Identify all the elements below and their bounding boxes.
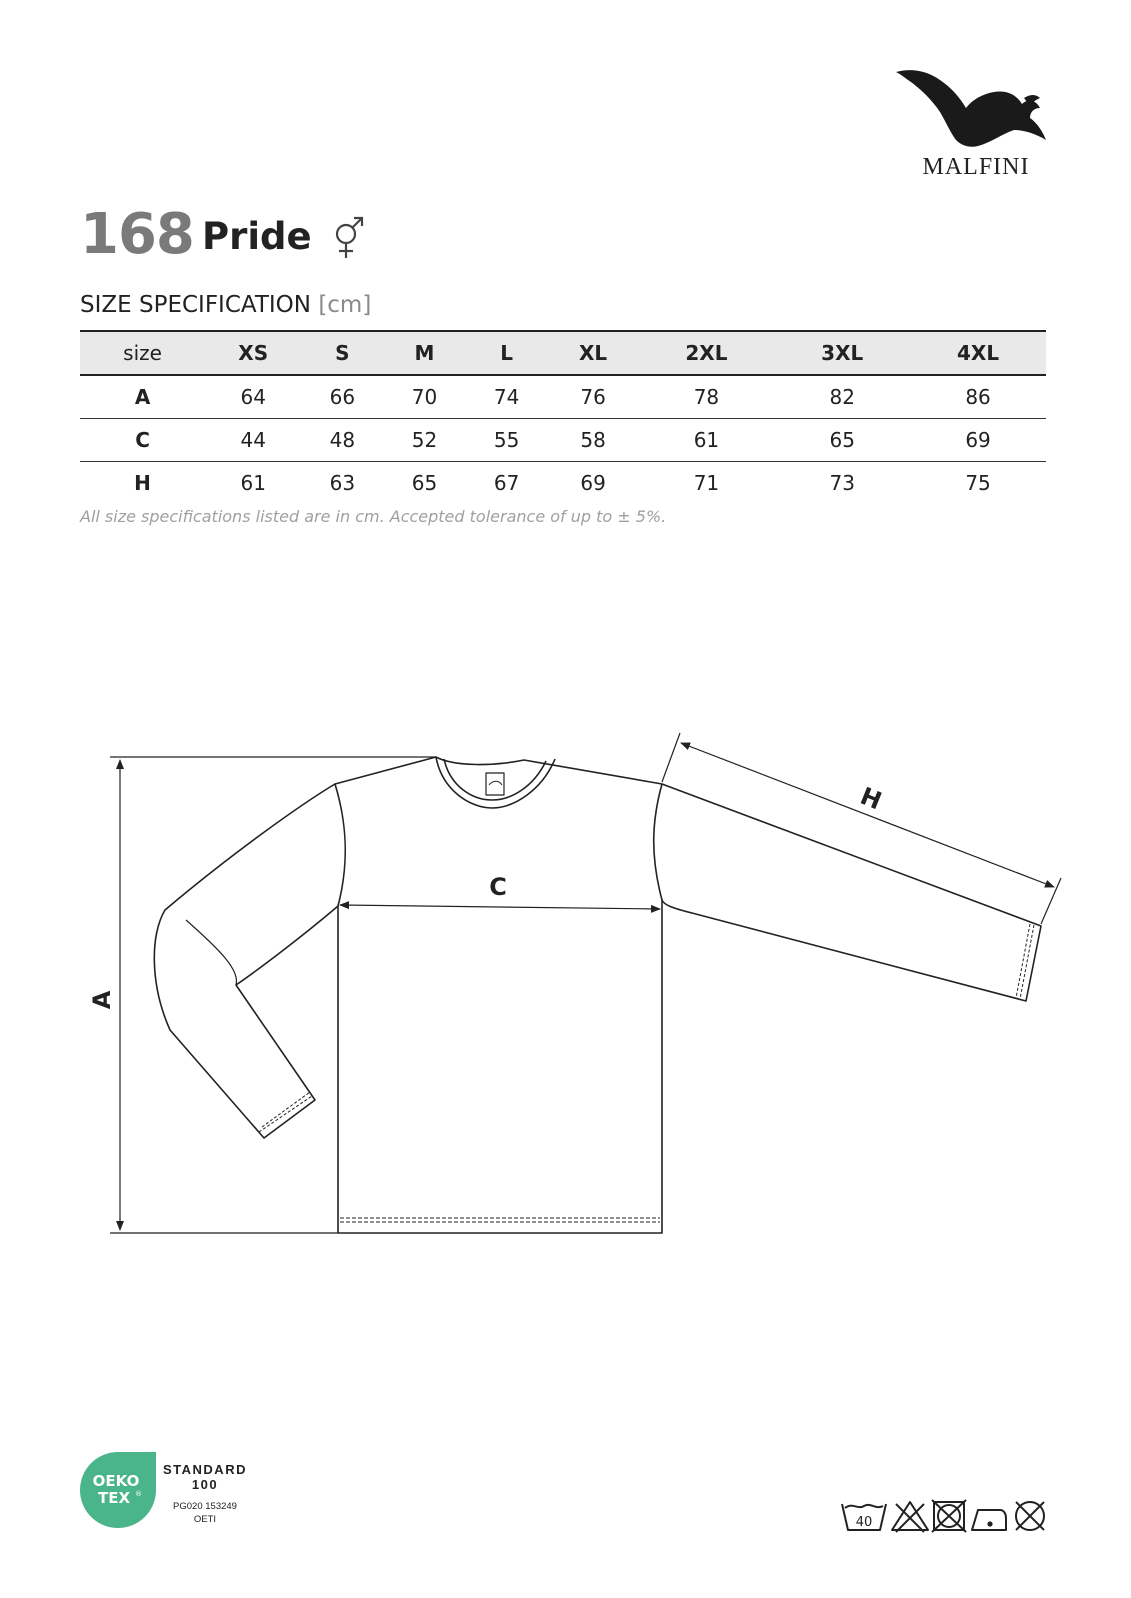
column-header: 3XL xyxy=(821,341,864,365)
size-spec-heading-text: SIZE SPECIFICATION xyxy=(80,292,311,318)
unisex-icon xyxy=(330,214,370,262)
table-header-row xyxy=(80,331,1046,375)
no-dry-clean-icon xyxy=(1016,1502,1044,1530)
measurement-label-h: H xyxy=(856,781,886,816)
measurement-label-a: A xyxy=(88,990,116,1010)
column-header: 2XL xyxy=(685,341,728,365)
oeko-standard-line1: STANDARD xyxy=(163,1462,247,1477)
brand-name: MALFINI xyxy=(922,154,1030,180)
no-bleach-icon xyxy=(892,1502,928,1532)
size-table xyxy=(80,330,1046,504)
iron-low-icon xyxy=(972,1510,1006,1530)
row-label: A xyxy=(134,385,151,409)
table-cell: 66 xyxy=(329,385,356,409)
size-spec-unit: [cm] xyxy=(318,292,372,318)
table-cell: 65 xyxy=(829,428,855,452)
oeko-standard-label xyxy=(162,1462,248,1492)
table-cell: 71 xyxy=(693,471,720,495)
eagle-logo-icon xyxy=(896,64,1056,156)
table-cell: 73 xyxy=(829,471,855,495)
row-label: H xyxy=(134,471,151,495)
table-cell: 76 xyxy=(580,385,606,409)
oeko-tex-badge-icon xyxy=(80,1452,156,1528)
table-cell: 55 xyxy=(493,428,520,452)
column-header: L xyxy=(500,341,513,365)
oeko-registered: ® xyxy=(135,1490,142,1498)
table-cell: 52 xyxy=(411,428,438,452)
column-header: XL xyxy=(579,341,608,365)
wash-40-icon xyxy=(842,1504,886,1530)
garment-diagram xyxy=(0,700,1131,1240)
column-header: M xyxy=(414,341,435,365)
table-cell: 74 xyxy=(493,385,520,409)
table-row xyxy=(80,375,1046,419)
table-cell: 65 xyxy=(411,471,438,495)
table-cell: 69 xyxy=(580,471,606,495)
table-cell: 61 xyxy=(693,428,720,452)
column-header: XS xyxy=(238,341,269,365)
oeko-line1: OEKO xyxy=(92,1472,140,1490)
column-header-size: size xyxy=(123,341,162,365)
oeko-line2: TEX xyxy=(97,1489,131,1507)
oeko-certificate-code xyxy=(162,1500,248,1526)
table-cell: 70 xyxy=(411,385,438,409)
table-cell: 67 xyxy=(493,471,520,495)
table-cell: 44 xyxy=(240,428,266,452)
table-cell: 58 xyxy=(580,428,606,452)
column-header: 4XL xyxy=(957,341,1000,365)
care-icons xyxy=(840,1496,1050,1538)
shirt-right-sleeve xyxy=(662,781,1041,1001)
table-cell: 61 xyxy=(240,471,266,495)
product-name: Pride xyxy=(202,215,312,258)
wash-temperature: 40 xyxy=(855,1515,873,1530)
tolerance-note: All size specifications listed are in cm. Accepted tolerance of up to ± 5%. xyxy=(80,507,667,526)
column-header: S xyxy=(335,341,350,365)
table-row xyxy=(80,419,1046,462)
product-code: 168 xyxy=(80,202,194,267)
table-cell: 86 xyxy=(965,385,991,409)
table-cell: 48 xyxy=(329,428,356,452)
table-cell: 82 xyxy=(829,385,855,409)
table-cell: 69 xyxy=(965,428,991,452)
table-row xyxy=(80,462,1046,505)
measurement-label-c: C xyxy=(489,873,507,901)
shirt-body-outline xyxy=(335,757,662,1233)
shirt-left-sleeve xyxy=(154,784,338,1138)
table-cell: 64 xyxy=(240,385,266,409)
oeko-code-line1: PG020 153249 xyxy=(173,1501,237,1512)
table-cell: 78 xyxy=(693,385,720,409)
oeko-code-line2: OETI xyxy=(193,1514,217,1525)
no-tumble-dry-icon xyxy=(932,1500,966,1532)
oeko-standard-line2: 100 xyxy=(191,1477,219,1492)
size-spec-heading xyxy=(80,292,371,318)
row-label: C xyxy=(135,428,150,452)
table-cell: 75 xyxy=(965,471,991,495)
table-cell: 63 xyxy=(329,471,356,495)
